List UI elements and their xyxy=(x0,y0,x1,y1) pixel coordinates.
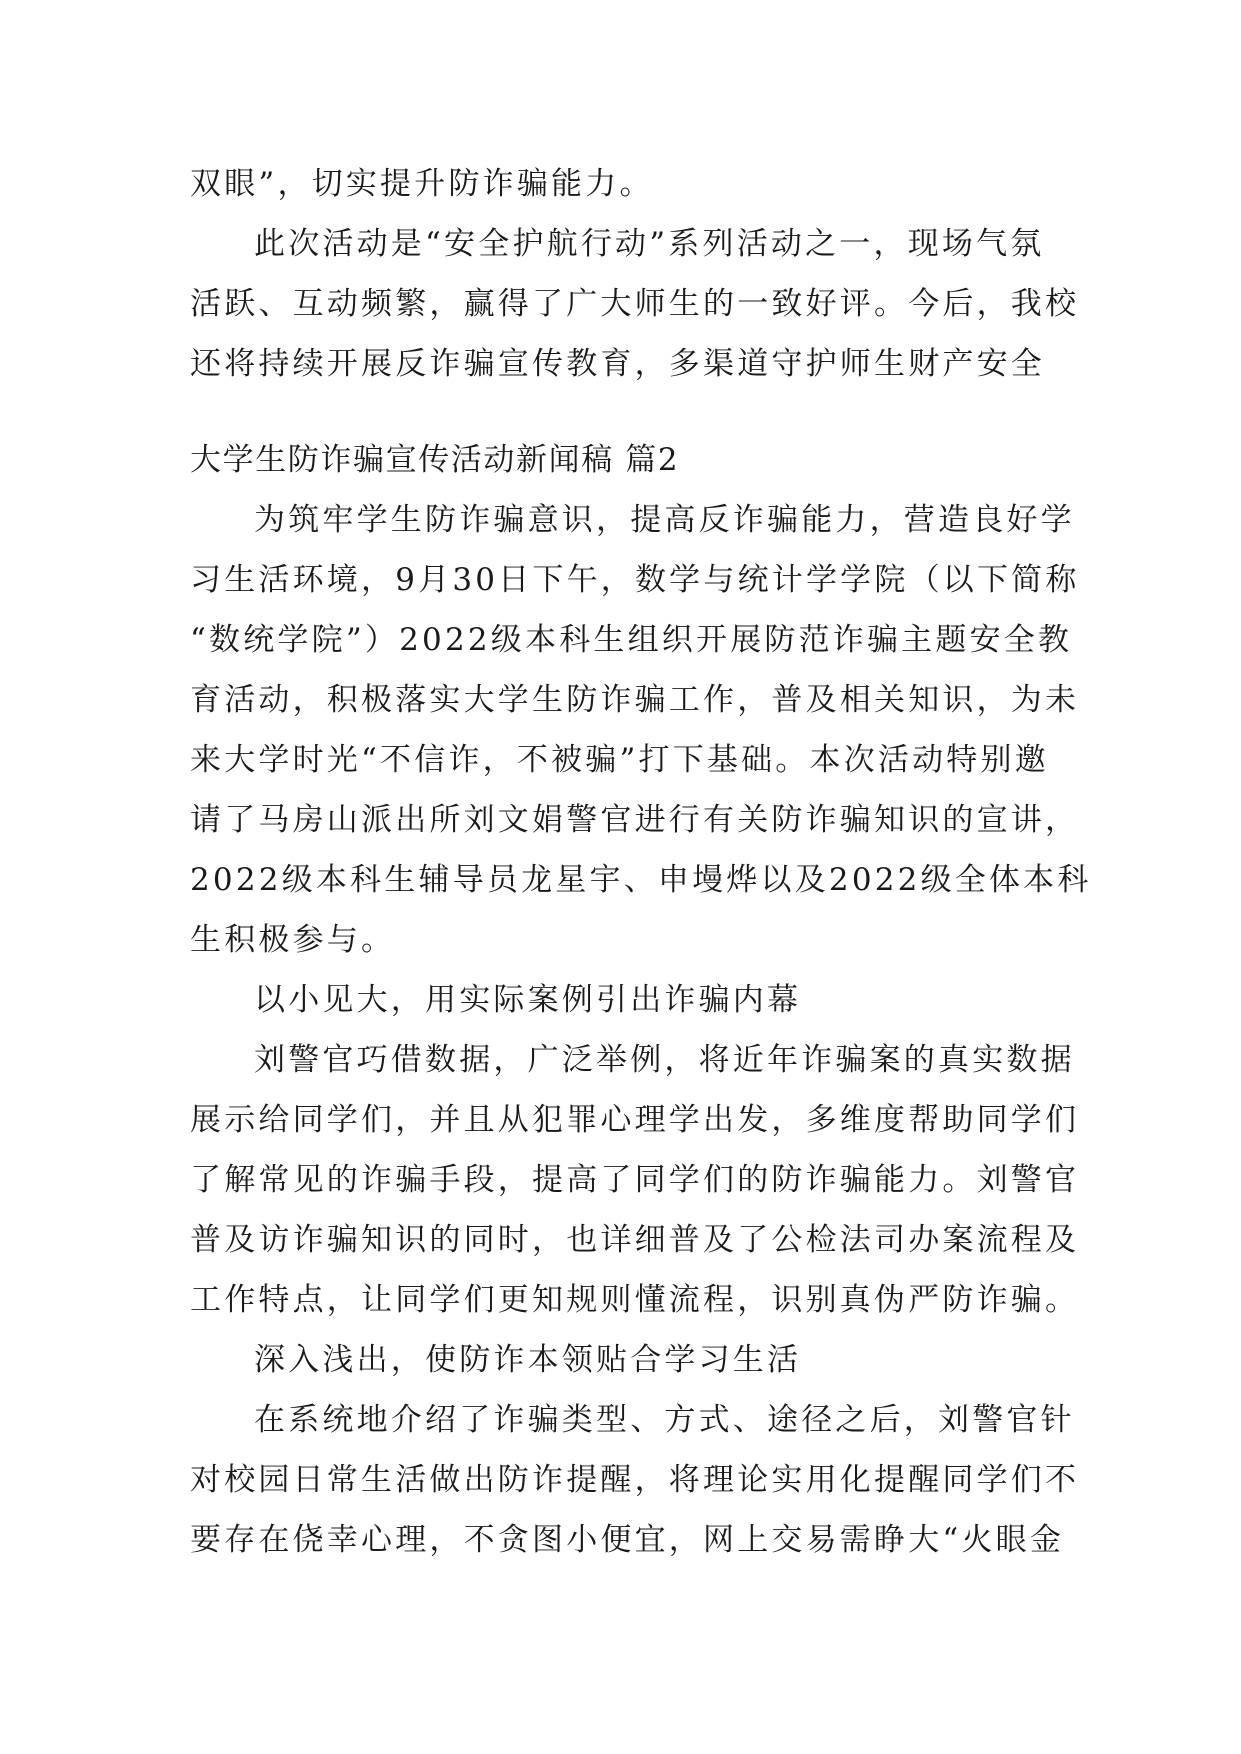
paragraph-line: 对校园日常生活做出防诈提醒，将理论实用化提醒同学们不 xyxy=(190,1462,1080,1498)
paragraph-line: 双眼”，切实提升防诈骗能力。 xyxy=(190,166,654,202)
paragraph-line: 活跃、互动频繁，赢得了广大师生的一致好评。今后，我校 xyxy=(190,286,1080,322)
paragraph-line: 2022级本科生辅导员龙星宇、申墁烨以及2022级全体本科 xyxy=(190,862,1092,898)
paragraph-line: 了解常见的诈骗手段，提高了同学们的防诈骗能力。刘警官 xyxy=(190,1162,1080,1198)
paragraph-line: 生积极参与。 xyxy=(190,922,396,958)
section-spacer xyxy=(190,394,1050,430)
paragraph-line: 展示给同学们，并且从犯罪心理学出发，多维度帮助同学们 xyxy=(190,1102,1080,1138)
paragraph-line: 此次活动是“安全护航行动”系列活动之一，现场气氛 xyxy=(254,226,1045,262)
paragraph-line: 工作特点，让同学们更知规则懂流程，识别真伪严防诈骗。 xyxy=(190,1282,1080,1318)
article-heading: 大学生防诈骗宣传活动新闻稿 篇2 xyxy=(190,442,680,478)
paragraph-line: 在系统地介绍了诈骗类型、方式、途径之后，刘警官针 xyxy=(254,1402,1075,1438)
subheading-line: 以小见大，用实际案例引出诈骗内幕 xyxy=(254,982,802,1018)
paragraph-line: 习生活环境，9月30日下午，数学与统计学学院（以下简称 xyxy=(190,562,1080,598)
paragraph-line: 要存在侥幸心理，不贪图小便宜，网上交易需睁大“火眼金 xyxy=(190,1522,1065,1558)
document-body xyxy=(190,154,1092,1570)
paragraph-line: 普及访诈骗知识的同时，也详细普及了公检法司办案流程及 xyxy=(190,1222,1080,1258)
paragraph-line: “数统学院”）2022级本科生组织开展防范诈骗主题安全教 xyxy=(190,622,1073,658)
paragraph-line: 刘警官巧借数据，广泛举例，将近年诈骗案的真实数据 xyxy=(254,1042,1075,1078)
subheading-line: 深入浅出，使防诈本领贴合学习生活 xyxy=(254,1342,802,1378)
paragraph-line: 育活动，积极落实大学生防诈骗工作，普及相关知识，为未 xyxy=(190,682,1080,718)
paragraph-line: 请了马房山派出所刘文娟警官进行有关防诈骗知识的宣讲， xyxy=(190,802,1080,838)
paragraph-line: 为筑牢学生防诈骗意识，提高反诈骗能力，营造良好学 xyxy=(254,502,1075,538)
paragraph-line: 还将持续开展反诈骗宣传教育，多渠道守护师生财产安全 xyxy=(190,346,1045,382)
paragraph-line: 来大学时光“不信诈，不被骗”打下基础。本次活动特别邀 xyxy=(190,742,1049,778)
